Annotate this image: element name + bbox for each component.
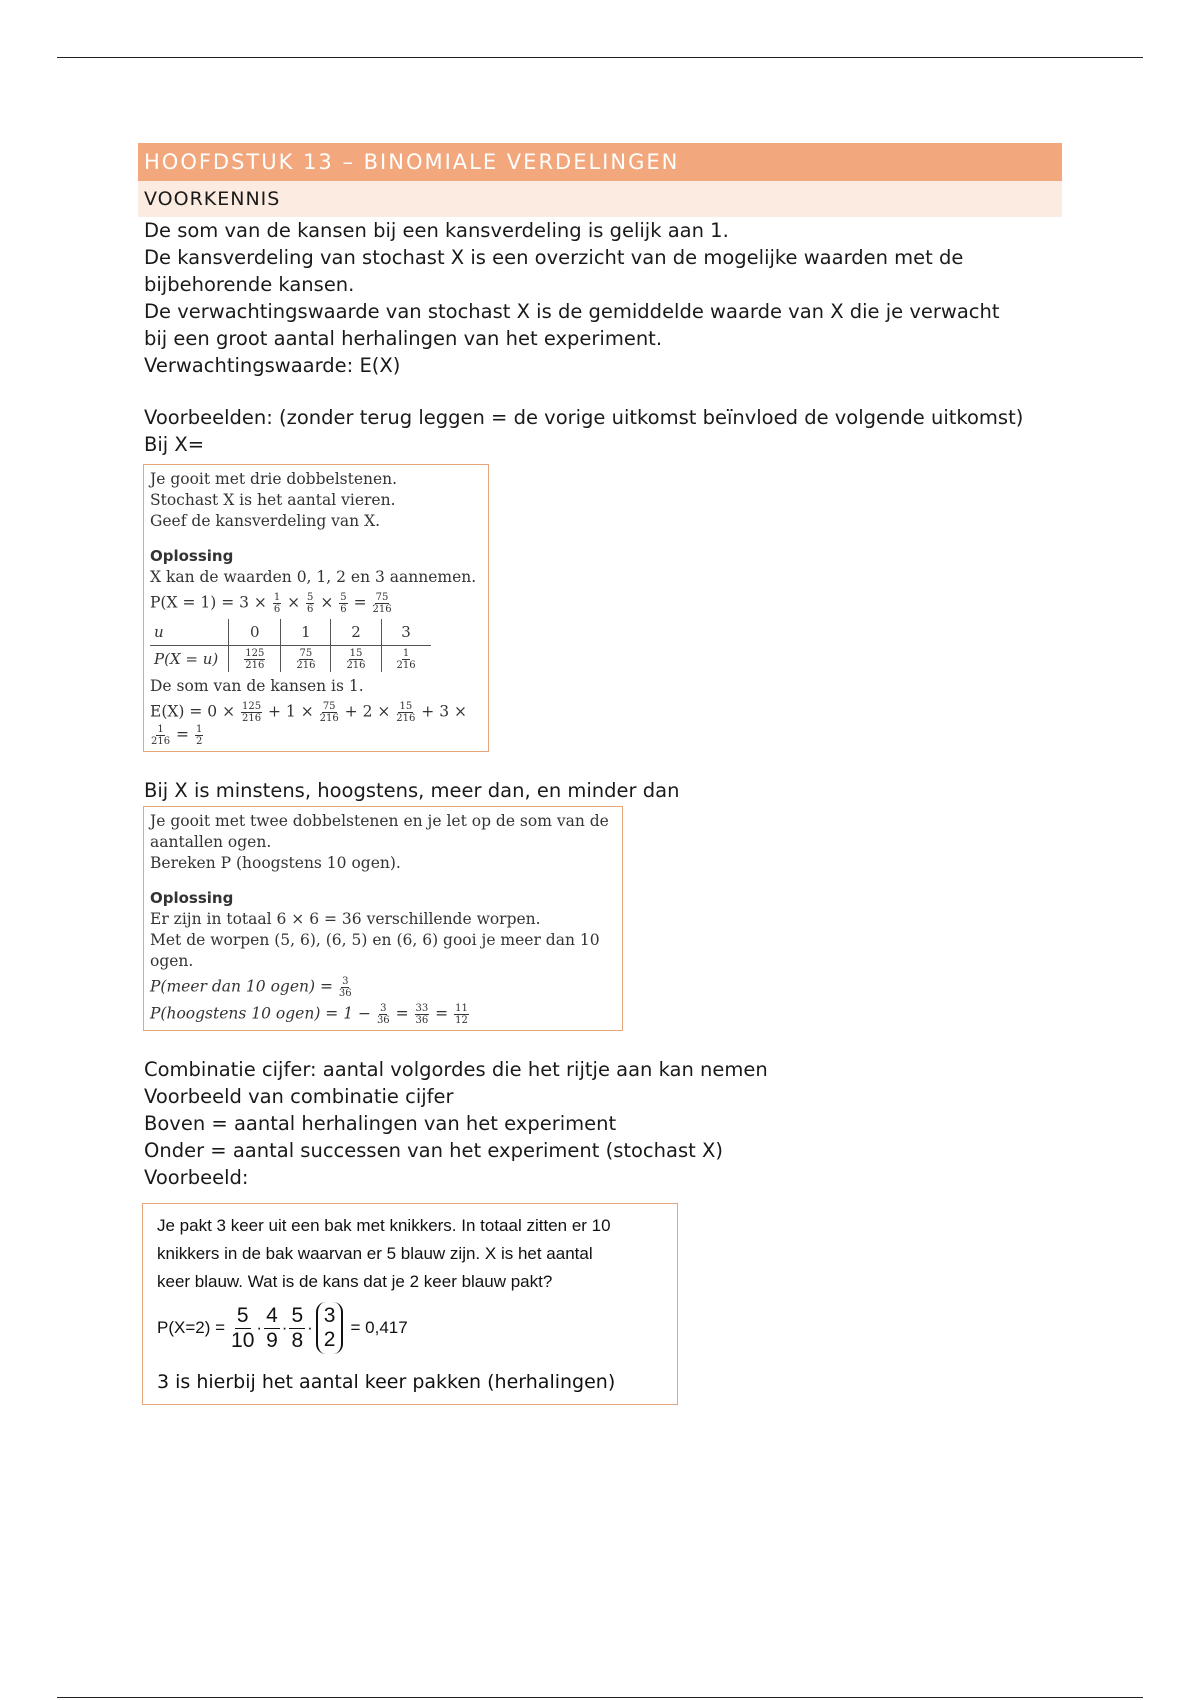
intro-line: De verwachtingswaarde van stochast X is de gemiddelde waarde van X die je verwacht (144, 300, 1000, 323)
example-line: Je gooit met drie dobbelstenen. (150, 470, 398, 488)
intro-line: De som van de kansen bij een kansverdeling is gelijk aan 1. (144, 219, 729, 242)
chapter-title: HOOFDSTUK 13 – BINOMIALE VERDELINGEN (138, 143, 1062, 181)
example-line: Je gooit met twee dobbelstenen en je let op de som van de (150, 812, 609, 830)
example-line: knikkers in de bak waarvan er 5 blauw zijn. X is het aantal (157, 1244, 593, 1263)
solution-label: Oplossing (150, 547, 234, 565)
intro-line: bijbehorende kansen. (144, 273, 355, 296)
example-box-marbles (142, 1203, 678, 1405)
examples-intro: Voorbeelden: (zonder terug leggen = de vorige uitkomst beïnvloed de volgende uitkomst) (144, 406, 1024, 429)
combination-line: Voorbeeld: (144, 1166, 249, 1189)
sum-text: De som van de kansen is 1. (150, 677, 364, 695)
marble-formula: P(X=2) = $\frac{5}{10}$ · 4 9 · 5 8 · 3 2 = 0,417 (157, 1302, 663, 1354)
expectation-formula: E(X) = 0 × $\frac{125}{216}$ + 1 × $\frac{75}{216}$ + 2 × $\frac{15}{216}$ + 3 × $\frac{1}{216}$ = $\frac{1}{2}$ (150, 701, 467, 747)
example-box-dice-three (143, 464, 489, 752)
section-title: VOORKENNIS (138, 181, 1062, 217)
bij-x-range: Bij X is minstens, hoogstens, meer dan, en minder dan (144, 779, 680, 802)
solution-label: Oplossing (150, 889, 234, 907)
example-box-dice-two (143, 806, 623, 1031)
p-meer-formula: P(meer dan 10 ogen) = $\frac{3}{36}$ (150, 976, 352, 999)
solution-line: Met de worpen (5, 6), (6, 5) en (6, 6) gooi je meer dan 10 ogen. (150, 931, 600, 970)
combination-line: Voorbeeld van combinatie cijfer (144, 1085, 454, 1108)
example-line: aantallen ogen. (150, 833, 272, 851)
example-line: Geef de kansverdeling van X. (150, 512, 381, 530)
example-line: Je pakt 3 keer uit een bak met knikkers. In totaal zitten er 10 (157, 1216, 611, 1235)
solution-text: X kan de waarden 0, 1, 2 en 3 aannemen. (150, 568, 477, 586)
example-question: Bereken P (hoogstens 10 ogen). (150, 854, 401, 872)
combination-line: Combinatie cijfer: aantal volgordes die het rijtje aan kan nemen (144, 1058, 768, 1081)
example-line: Stochast X is het aantal vieren. (150, 491, 396, 509)
document-content (138, 143, 1062, 1405)
top-rule (57, 57, 1143, 58)
intro-line: bij een groot aantal herhalingen van het experiment. (144, 327, 663, 350)
distribution-table: u 0 1 2 3 P(X = u) $\frac{125}{216}$ $\frac{75}{216}$ $\frac{15}{216}$ $\frac{1}{216}$ (150, 619, 431, 672)
intro-line: De kansverdeling van stochast X is een overzicht van de mogelijke waarden met de (144, 246, 964, 269)
bij-x-equals: Bij X= (144, 433, 205, 456)
intro-line: Verwachtingswaarde: E(X) (144, 354, 401, 377)
combination-line: Onder = aantal successen van het experiment (stochast X) (144, 1139, 723, 1162)
bottom-rule (57, 1697, 1143, 1698)
p-hoogstens-formula: P(hoogstens 10 ogen) = 1 − $\frac{3}{36}$ = $\frac{33}{36}$ = $\frac{11}{12}$ (150, 1003, 468, 1026)
solution-line: Er zijn in totaal 6 × 6 = 36 verschillende worpen. (150, 910, 541, 928)
combination-line: Boven = aantal herhalingen van het experiment (144, 1112, 617, 1135)
p-x-equals-1-formula: P(X = 1) = 3 × $\frac{1}{6}$ × $\frac{5}{6}$ × $\frac{5}{6}$ = $\frac{75}{216}$ (150, 592, 392, 615)
example-footer: 3 is hierbij het aantal keer pakken (herhalingen) (157, 1371, 616, 1393)
example-line: keer blauw. Wat is de kans dat je 2 keer blauw pakt? (157, 1272, 553, 1291)
